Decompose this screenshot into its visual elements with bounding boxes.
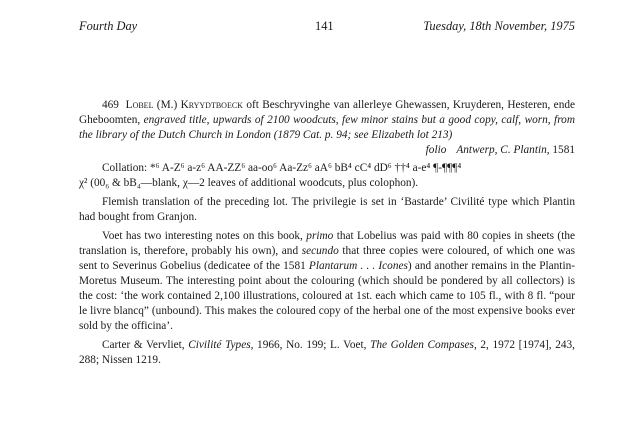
imprint-row bbox=[79, 143, 575, 158]
lot-number: 469 bbox=[102, 99, 119, 111]
para2-text-d: ) and another remains in the Plantin-Moretus Museum. The interesting point about the colouring (which should be pondered by all collectors) is the cost: ‘the work contained 2,100 illustrations, coloured at 1st. each which came to 105 fl., with 8 fl. “pour le livre blancq” (unbound). This makes the coloured copy of the herbal one of the most expensive books ever sold by the officina’. bbox=[79, 260, 575, 332]
lot-title-rest: oft Beschryvinghe van allerleye Ghewassen, Kruyderen, Hesteren, ende Gheboomten, bbox=[79, 99, 576, 126]
para2-plantarum: Plantarum . . . Icones bbox=[308, 260, 408, 272]
lot-format: folio bbox=[425, 144, 447, 156]
references bbox=[79, 338, 575, 368]
para2-secundo: secundo bbox=[301, 245, 339, 257]
collation-line-2: χ² (00₆ & bB₄—blank, χ—2 leaves of additional woodcuts, plus colophon). bbox=[79, 177, 419, 189]
page-number: 141 bbox=[315, 19, 334, 33]
para2-text-b: that Lobelius was paid with 80 copies in sheets (the translation is, therefore, probably his own), and bbox=[79, 230, 575, 257]
lot-description bbox=[79, 98, 575, 143]
running-head-left: Fourth Day bbox=[79, 19, 138, 33]
lot-description-italic: engraved title, upwards of 2100 woodcuts, few minor stains but a good copy, calf, worn, from the library of the Dutch Church in London (1879 Cat. p. 94; see Elizabeth lot 213) bbox=[79, 114, 575, 141]
collation-line-1: Collation: *⁶ A-Z⁶ a-z⁶ AA-ZZ⁶ aa-oo⁶ Aa-Zz⁶ aA⁶ bB⁴ cC⁴ dD⁶ ††⁴ a-e⁴ ¶-¶¶¶⁴ bbox=[102, 162, 462, 174]
note-paragraph-1: Flemish translation of the preceding lot. The privilegie is set in ‘Bastarde’ Civilité type which Plantin had bought from Granjon. bbox=[79, 196, 575, 223]
page-header bbox=[79, 18, 575, 34]
para2-text-c: that three copies were coloured, of which one was sent to Severinus Gobelius (dedicatee of the 1581 bbox=[79, 245, 575, 272]
lot-author: Lobel (M.) bbox=[125, 99, 178, 111]
ref-text-a: Carter & Vervliet, bbox=[102, 339, 185, 351]
lot-place: Antwerp, C. Plantin, bbox=[456, 144, 550, 156]
ref-golden-compases: The Golden Compases bbox=[370, 339, 474, 351]
catalogue-entry bbox=[79, 98, 575, 368]
para2-primo: primo bbox=[306, 230, 334, 242]
ref-text-b: , 1966, No. 199; L. Voet, bbox=[250, 339, 367, 351]
running-head-right: Tuesday, 18th November, 1975 bbox=[423, 19, 575, 33]
ref-text-c: , 2, 1972 [1974], 243, 288; Nissen 1219. bbox=[79, 339, 576, 366]
lot-year: 1581 bbox=[552, 144, 575, 156]
para2-text-a: Voet has two interesting notes on this book, bbox=[102, 230, 303, 242]
ref-civilite-types: Civilité Types bbox=[188, 339, 251, 351]
note-paragraph-2 bbox=[79, 229, 575, 334]
lot-title-word: Kryydtboeck bbox=[180, 99, 243, 111]
